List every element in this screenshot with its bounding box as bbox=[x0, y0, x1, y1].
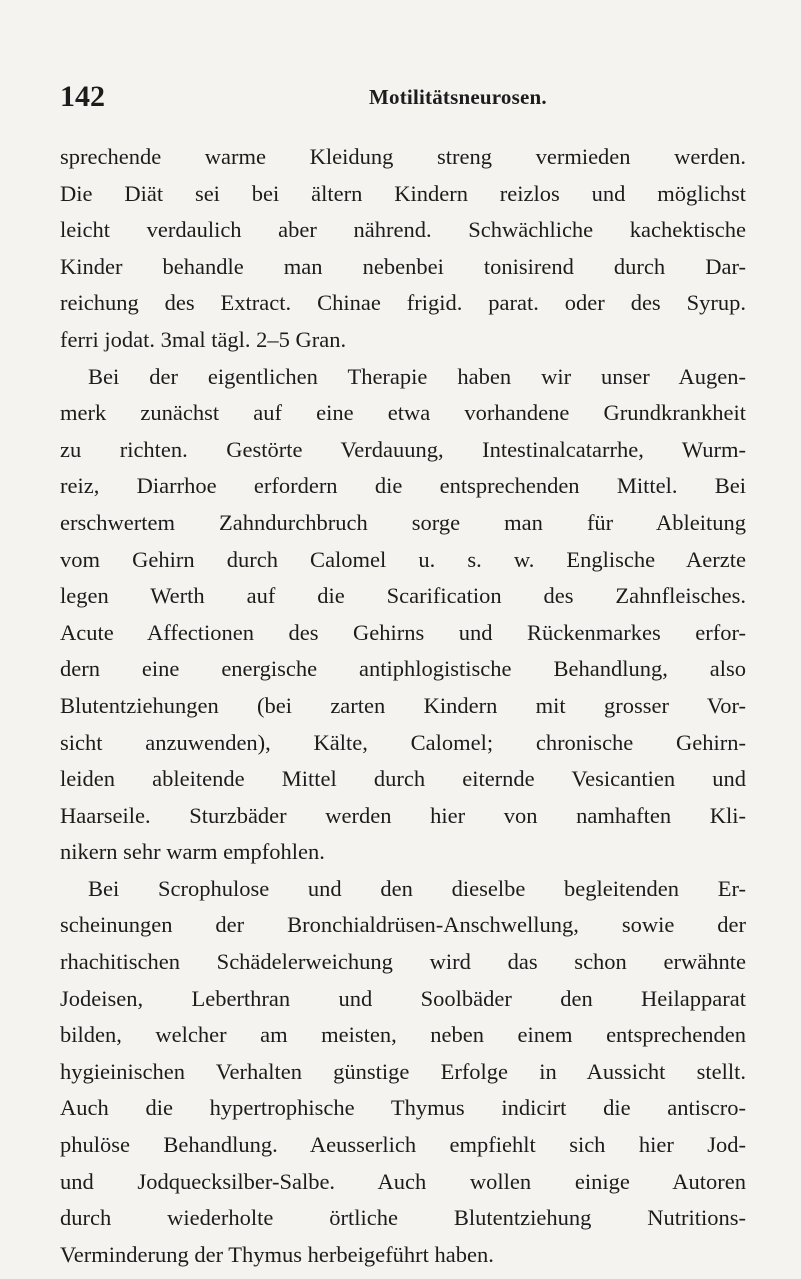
text-line: Haarseile. Sturzbäder werden hier von namhaften Kli- bbox=[60, 802, 746, 828]
text-line: durch wiederholte örtliche Blutentziehung Nutritions- bbox=[60, 1205, 746, 1231]
text-line: hygieinischen Verhalten günstige Erfolge in Aussicht stellt. bbox=[60, 1058, 746, 1084]
text-line: reiz, Diarrhoe erfordern die entsprechenden Mittel. Bei bbox=[60, 473, 746, 499]
page-number: 142 bbox=[60, 80, 105, 113]
text-line: rhachitischen Schädelerweichung wird das schon erwähnte bbox=[60, 949, 746, 975]
text-line: Jodeisen, Leberthran und Soolbäder den Heilapparat bbox=[60, 985, 746, 1011]
text-line: leicht verdaulich aber nährend. Schwächliche kachektische bbox=[60, 217, 746, 243]
text-line: Bei Scrophulose und den dieselbe begleitenden Er- bbox=[88, 875, 746, 901]
text-line: Blutentziehungen (bei zarten Kindern mit grosser Vor- bbox=[60, 692, 746, 718]
text-line: bilden, welcher am meisten, neben einem entsprechenden bbox=[60, 1022, 746, 1048]
text-line: scheinungen der Bronchialdrüsen-Anschwellung, sowie der bbox=[60, 912, 746, 938]
text-line: leiden ableitende Mittel durch eiternde Vesicantien und bbox=[60, 766, 746, 792]
text-line: Bei der eigentlichen Therapie haben wir unser Augen- bbox=[88, 363, 746, 389]
body-text bbox=[60, 139, 746, 1273]
text-line: Die Diät sei bei ältern Kindern reizlos und möglichst bbox=[60, 180, 746, 206]
text-line: legen Werth auf die Scarification des Zahnfleisches. bbox=[60, 583, 746, 609]
text-line: ferri jodat. 3mal tägl. 2–5 Gran. bbox=[60, 326, 347, 352]
text-line: sicht anzuwenden), Kälte, Calomel; chronische Gehirn- bbox=[60, 729, 746, 755]
text-line: nikern sehr warm empfohlen. bbox=[60, 839, 325, 865]
text-line: dern eine energische antiphlogistische Behandlung, also bbox=[60, 656, 746, 682]
text-line: erschwertem Zahndurchbruch sorge man für Ableitung bbox=[60, 509, 746, 535]
text-line: phulöse Behandlung. Aeusserlich empfiehlt sich hier Jod- bbox=[60, 1132, 746, 1158]
page-header bbox=[60, 79, 740, 115]
text-line: Verminderung der Thymus herbeigeführt haben. bbox=[60, 1241, 494, 1267]
text-line: und Jodquecksilber-Salbe. Auch wollen einige Autoren bbox=[60, 1168, 746, 1194]
text-line: zu richten. Gestörte Verdauung, Intestinalcatarrhe, Wurm- bbox=[60, 436, 746, 462]
text-line: merk zunächst auf eine etwa vorhandene Grundkrankheit bbox=[60, 400, 746, 426]
text-line: Kinder behandle man nebenbei tonisirend durch Dar- bbox=[60, 253, 746, 279]
text-line: vom Gehirn durch Calomel u. s. w. Englische Aerzte bbox=[60, 546, 746, 572]
text-line: reichung des Extract. Chinae frigid. parat. oder des Syrup. bbox=[60, 290, 746, 316]
running-title: Motilitätsneurosen. bbox=[369, 85, 547, 109]
text-line: Acute Affectionen des Gehirns und Rückenmarkes erfor- bbox=[60, 619, 746, 645]
text-line: Auch die hypertrophische Thymus indicirt die antiscro- bbox=[60, 1095, 746, 1121]
text-line: sprechende warme Kleidung streng vermieden werden. bbox=[60, 144, 746, 169]
